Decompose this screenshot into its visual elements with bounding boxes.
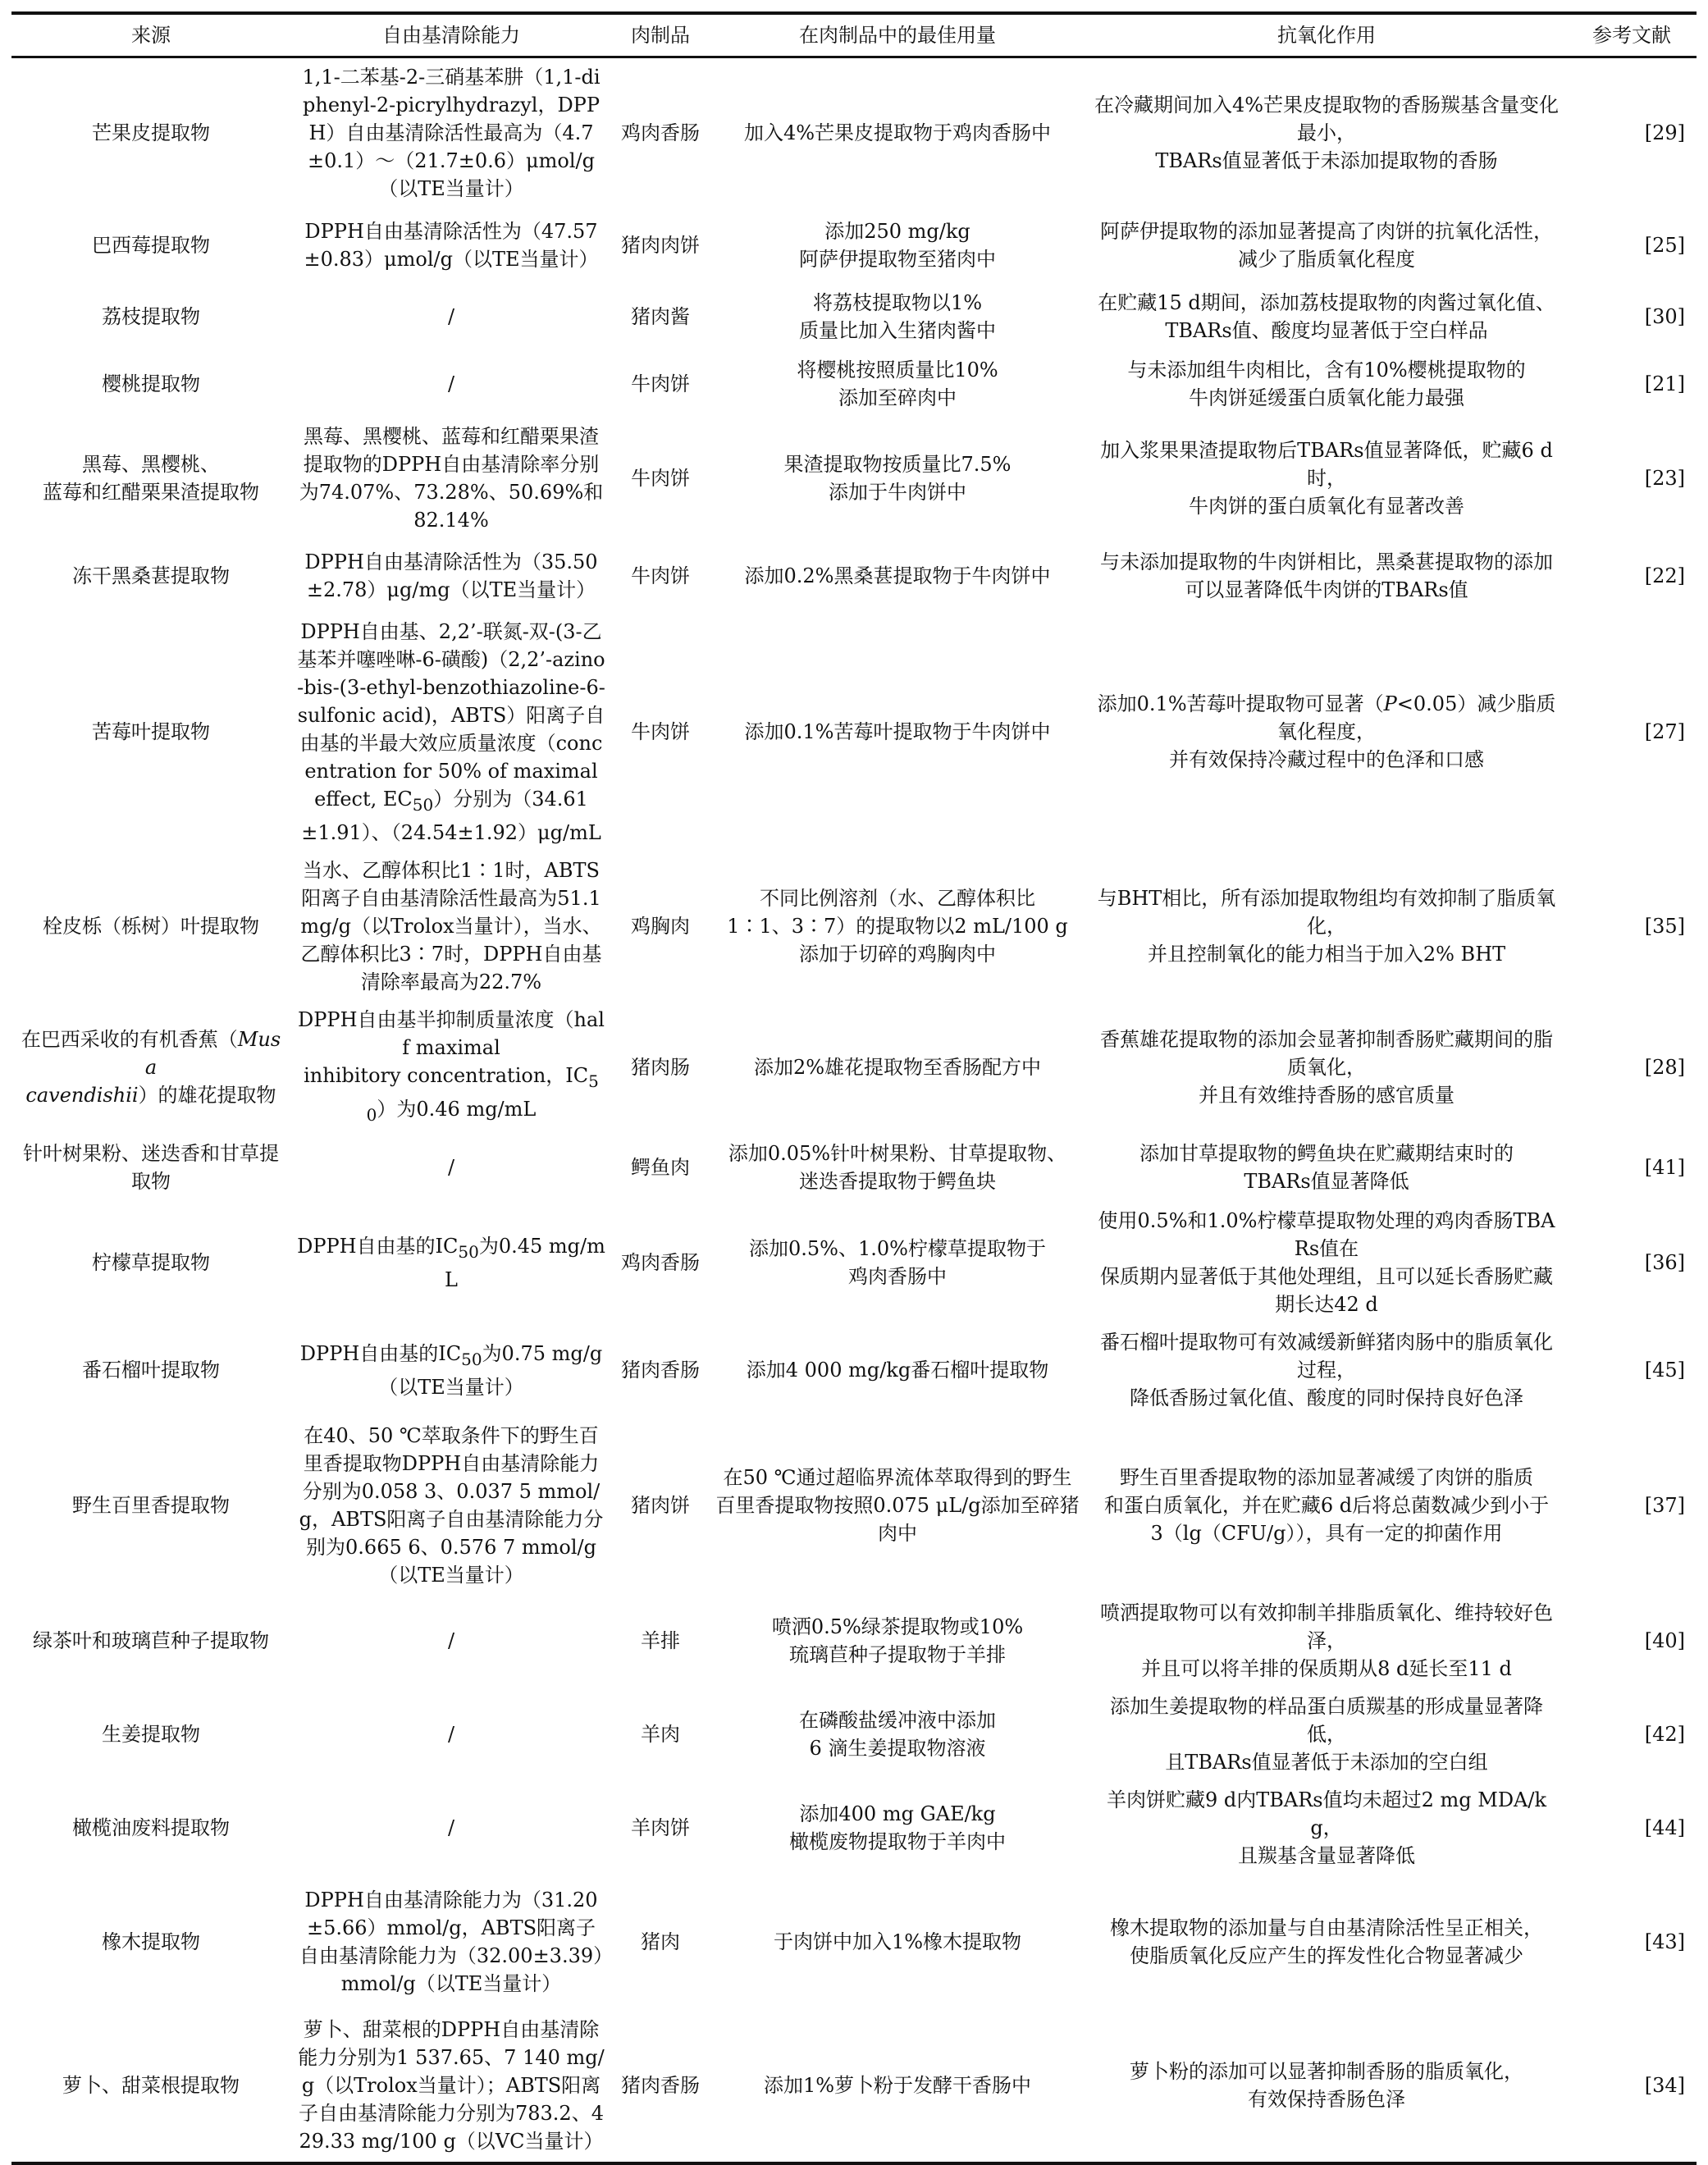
cell-dosage <box>709 1323 1086 1417</box>
cell-scavenging <box>290 1133 612 1202</box>
effect-text: 在贮藏15 d期间，添加荔枝提取物的肉酱过氧化值、 TBARs值、酸度均显著低于空白样品 <box>1098 291 1555 342</box>
table-row <box>11 1323 1697 1417</box>
cell-dosage <box>709 1875 1086 2009</box>
cell-dosage <box>709 350 1086 418</box>
table-row <box>11 208 1697 283</box>
reference-text: [28] <box>1644 1055 1685 1079</box>
dosage-text: 添加400 mg GAE/kg 橄榄废物提取物于羊肉中 <box>789 1802 1006 1854</box>
cell-effect <box>1086 1133 1567 1202</box>
cell-reference <box>1567 1001 1697 1134</box>
column-header-reference: 参考文献 <box>1592 24 1671 47</box>
cell-dosage <box>709 852 1086 1001</box>
table-row <box>11 1417 1697 1594</box>
product-text: 猪肉饼 <box>631 1494 690 1518</box>
cell-source <box>11 208 290 283</box>
cell-product <box>612 350 709 418</box>
cell-source <box>11 2009 290 2163</box>
cell-scavenging <box>290 208 612 283</box>
table-row <box>11 1781 1697 1875</box>
product-text: 猪肉香肠 <box>621 1359 700 1382</box>
effect-text: 添加0.1%苦莓叶提取物可显著（ <box>1097 692 1384 716</box>
cell-reference <box>1567 613 1697 852</box>
cell-effect <box>1086 1417 1567 1594</box>
scavenging-text: / <box>447 1629 455 1653</box>
source-text: 针叶树果粉、迷迭香和甘草提取物 <box>23 1142 279 1194</box>
cell-source <box>11 1202 290 1323</box>
reference-text: [44] <box>1644 1816 1685 1840</box>
cell-effect <box>1086 2009 1567 2163</box>
cell-effect <box>1086 1875 1567 2009</box>
cell-product <box>612 1133 709 1202</box>
reference-text: [21] <box>1644 372 1685 395</box>
cell-effect <box>1086 1323 1567 1417</box>
source-text: 在巴西采收的有机香蕉（ <box>21 1027 238 1051</box>
scavenging-text-end: 为0.75 mg/g （以TE当量计） <box>378 1341 603 1399</box>
source-text: 野生百里香提取物 <box>72 1494 230 1518</box>
cell-scavenging <box>290 1417 612 1594</box>
dosage-text: 将樱桃按照质量比10% 添加至碎肉中 <box>797 359 998 409</box>
table-row <box>11 852 1697 1001</box>
cell-product <box>612 2009 709 2163</box>
effect-text: 番石榴叶提取物可有效减缓新鲜猪肉肠中的脂质氧化过程， 降低香肠过氧化值、酸度的同时保持良好色泽 <box>1100 1331 1553 1410</box>
dosage-text: 在50 ℃通过超临界流体萃取得到的野生百里香提取物按照0.075 μL/g添加至碎猪肉中 <box>715 1466 1080 1546</box>
scavenging-text: / <box>447 1156 455 1180</box>
dosage-text: 添加0.5%、1.0%柠檬草提取物于 鸡肉香肠中 <box>749 1237 1046 1289</box>
table-row <box>11 1875 1697 2009</box>
cell-source <box>11 1688 290 1781</box>
source-text: 番石榴叶提取物 <box>82 1359 220 1382</box>
table-row <box>11 418 1697 539</box>
table-row <box>11 1001 1697 1134</box>
cell-dosage <box>709 539 1086 613</box>
cell-source <box>11 1323 290 1417</box>
cell-reference <box>1567 1417 1697 1594</box>
cell-scavenging <box>290 1688 612 1781</box>
cell-scavenging <box>290 57 612 208</box>
cell-source <box>11 1875 290 2009</box>
column-header-dosage: 在肉制品中的最佳用量 <box>799 24 996 47</box>
subscript-50: 50 <box>458 1241 479 1262</box>
product-text: 羊肉饼 <box>631 1816 690 1840</box>
reference-text: [42] <box>1644 1723 1685 1747</box>
effect-text: 使用0.5%和1.0%柠檬草提取物处理的鸡肉香肠TBARs值在 保质期内显著低于其他处理组，且可以延长香肠贮藏期长达42 d <box>1098 1209 1555 1317</box>
effect-text: 野生百里香提取物的添加显著减缓了肉饼的脂质 和蛋白质氧化，并在贮藏6 d后将总菌数减少到小于 3（lg（CFU/g）），具有一定的抑菌作用 <box>1103 1466 1550 1546</box>
cell-dosage <box>709 1417 1086 1594</box>
cell-reference <box>1567 1133 1697 1202</box>
dosage-text: 喷洒0.5%绿茶提取物或10% 琉璃苣种子提取物于羊排 <box>771 1615 1024 1667</box>
cell-scavenging <box>290 539 612 613</box>
cell-product <box>612 1001 709 1134</box>
table-header-row <box>11 13 1697 57</box>
table-row <box>11 350 1697 418</box>
reference-text: [43] <box>1644 1930 1685 1954</box>
product-text: 鳄鱼肉 <box>631 1156 690 1180</box>
italic-p-value: P <box>1383 692 1397 716</box>
scavenging-text: 当水、乙醇体积比1∶1时，ABTS阳离子自由基清除活性最高为51.1 mg/g（以Trolox当量计），当水、乙醇体积比3∶7时，DPPH自由基清除率最高为22.7% <box>300 858 602 993</box>
cell-scavenging <box>290 1781 612 1875</box>
source-text: 生姜提取物 <box>102 1723 200 1747</box>
source-text: 黑莓、黑樱桃、 蓝莓和红醋栗果渣提取物 <box>43 453 259 504</box>
cell-scavenging <box>290 1202 612 1323</box>
effect-text: 添加生姜提取物的样品蛋白质羰基的形成量显著降低， 且TBARs值显著低于未添加的空白组 <box>1110 1695 1543 1774</box>
cell-product <box>612 613 709 852</box>
cell-effect <box>1086 1781 1567 1875</box>
dosage-text: 添加0.05%针叶树果粉、甘草提取物、 迷迭香提取物于鳄鱼块 <box>728 1142 1067 1194</box>
cell-reference <box>1567 418 1697 539</box>
scavenging-text: DPPH自由基、2,2’-联氮-双-(3-乙基苯并噻唑啉-6-磺酸)（2,2’-azino-bis-(3-ethyl-benzothiazoline-6-sulfonic acid)，ABTS）阳离子自由基的半最大效应质量浓度（concentration for 50% of maximal effect, EC <box>297 620 605 811</box>
source-text: 苦莓叶提取物 <box>92 720 210 744</box>
scavenging-text: 1,1-二苯基-2-三硝基苯肼（1,1-diphenyl-2-picrylhydrazyl，DPPH）自由基清除活性最高为（4.7±0.1）～（21.7±0.6）μmol/g（以TE当量计） <box>302 66 601 200</box>
dosage-text: 果渣提取物按质量比7.5% 添加于牛肉饼中 <box>783 453 1012 504</box>
product-text: 羊排 <box>641 1629 680 1653</box>
cell-source <box>11 539 290 613</box>
source-text: 芒果皮提取物 <box>92 121 210 144</box>
reference-text: [37] <box>1644 1494 1685 1518</box>
cell-reference <box>1567 1323 1697 1417</box>
cell-scavenging <box>290 283 612 350</box>
cell-product <box>612 852 709 1001</box>
reference-text: [40] <box>1644 1629 1685 1653</box>
subscript-50: 50 <box>412 794 434 815</box>
scavenging-text-end: ）为0.46 mg/mL <box>377 1097 537 1121</box>
table-container <box>11 11 1697 2165</box>
reference-text: [29] <box>1644 121 1685 144</box>
cell-product <box>612 57 709 208</box>
dosage-text: 于肉饼中加入1%橡木提取物 <box>773 1930 1022 1954</box>
product-text: 牛肉饼 <box>631 564 690 587</box>
effect-text: 阿萨伊提取物的添加显著提高了肉饼的抗氧化活性， 减少了脂质氧化程度 <box>1100 220 1553 271</box>
cell-scavenging <box>290 350 612 418</box>
cell-reference <box>1567 1875 1697 2009</box>
table-row <box>11 2009 1697 2163</box>
cell-effect <box>1086 283 1567 350</box>
product-text: 鸡胸肉 <box>631 914 690 938</box>
column-header-product: 肉制品 <box>631 24 690 47</box>
product-text: 羊肉 <box>641 1723 680 1747</box>
cell-reference <box>1567 350 1697 418</box>
table-row <box>11 57 1697 208</box>
effect-text: 添加甘草提取物的鳄鱼块在贮藏期结束时的 TBARs值显著降低 <box>1139 1142 1514 1194</box>
cell-product <box>612 1323 709 1417</box>
cell-product <box>612 1594 709 1688</box>
cell-product <box>612 208 709 283</box>
scavenging-text-end: ）分别为（34.61±1.91）、（24.54±1.92）μg/mL <box>301 788 601 844</box>
effect-text: 与BHT相比，所有添加提取物组均有效抑制了脂质氧化， 并且控制氧化的能力相当于加入2% BHT <box>1097 886 1556 966</box>
cell-dosage <box>709 283 1086 350</box>
cell-product <box>612 283 709 350</box>
effect-text: 羊肉饼贮藏9 d内TBARs值均未超过2 mg MDA/kg， 且羰基含量显著降低 <box>1106 1788 1547 1868</box>
cell-product <box>612 1688 709 1781</box>
source-text: 冻干黑桑葚提取物 <box>72 564 230 587</box>
effect-text: 喷洒提取物可以有效抑制羊排脂质氧化、维持较好色泽， 并且可以将羊排的保质期从8 d延长至11 d <box>1100 1601 1553 1681</box>
cell-source <box>11 1594 290 1688</box>
subscript-50: 50 <box>461 1349 482 1369</box>
cell-effect <box>1086 1594 1567 1688</box>
effect-text: 与未添加提取物的牛肉饼相比，黑桑葚提取物的添加 可以显著降低牛肉饼的TBARs值 <box>1100 550 1553 601</box>
source-text: 巴西莓提取物 <box>92 234 210 257</box>
dosage-text: 在磷酸盐缓冲液中添加 6 滴生姜提取物溶液 <box>799 1709 996 1761</box>
cell-effect <box>1086 852 1567 1001</box>
cell-scavenging <box>290 852 612 1001</box>
cell-dosage <box>709 418 1086 539</box>
cell-effect <box>1086 418 1567 539</box>
product-text: 牛肉饼 <box>631 720 690 744</box>
source-text: 柠檬草提取物 <box>92 1251 210 1275</box>
cell-effect <box>1086 1202 1567 1323</box>
effect-text: 在冷藏期间加入4%芒果皮提取物的香肠羰基含量变化最小， TBARs值显著低于未添加提取物的香肠 <box>1094 94 1560 172</box>
reference-text: [23] <box>1644 467 1685 490</box>
cell-source <box>11 1781 290 1875</box>
effect-text: 萝卜粉的添加可以显著抑制香肠的脂质氧化， 有效保持香肠色泽 <box>1130 2060 1523 2112</box>
column-header-effect: 抗氧化作用 <box>1277 24 1376 47</box>
cell-effect <box>1086 1001 1567 1134</box>
table-row <box>11 539 1697 613</box>
cell-effect <box>1086 57 1567 208</box>
cell-scavenging <box>290 1875 612 2009</box>
effect-text: 与未添加组牛肉相比，含有10%樱桃提取物的 牛肉饼延缓蛋白质氧化能力最强 <box>1127 359 1526 409</box>
table-row <box>11 1202 1697 1323</box>
table-row <box>11 1594 1697 1688</box>
source-text: 橡木提取物 <box>102 1930 200 1954</box>
reference-text: [30] <box>1644 305 1685 328</box>
cell-product <box>612 1875 709 2009</box>
cell-dosage <box>709 2009 1086 2163</box>
cell-product <box>612 539 709 613</box>
scavenging-text: / <box>447 305 455 328</box>
source-text: 橄榄油废料提取物 <box>72 1816 230 1840</box>
dosage-text: 加入4%芒果皮提取物于鸡肉香肠中 <box>743 121 1052 144</box>
dosage-text: 不同比例溶剂（水、乙醇体积比 1∶1、3∶7）的提取物以2 mL/100 g 添加于切碎的鸡胸肉中 <box>727 886 1068 966</box>
cell-source <box>11 418 290 539</box>
scavenging-text: DPPH自由基的IC <box>299 1341 462 1365</box>
cell-source <box>11 57 290 208</box>
cell-effect <box>1086 1688 1567 1781</box>
cell-reference <box>1567 208 1697 283</box>
cell-effect <box>1086 613 1567 852</box>
reference-text: [22] <box>1644 564 1685 587</box>
reference-text: [35] <box>1644 914 1685 938</box>
dosage-text: 添加4 000 mg/kg番石榴叶提取物 <box>746 1359 1049 1382</box>
product-text: 猪肉肠 <box>631 1055 690 1079</box>
cell-reference <box>1567 57 1697 208</box>
cell-dosage <box>709 1133 1086 1202</box>
cell-dosage <box>709 1202 1086 1323</box>
effect-text: 橡木提取物的添加量与自由基清除活性呈正相关， 使脂质氧化反应产生的挥发性化合物显著减少 <box>1110 1916 1543 1968</box>
source-text-end: ）的雄花提取物 <box>138 1083 276 1107</box>
product-text: 牛肉饼 <box>631 467 690 490</box>
cell-effect <box>1086 208 1567 283</box>
subscript-50: 50 <box>366 1071 599 1125</box>
antioxidant-extracts-table <box>11 11 1697 2165</box>
cell-source <box>11 852 290 1001</box>
dosage-text: 添加2%雄花提取物至香肠配方中 <box>753 1055 1042 1079</box>
cell-dosage <box>709 1781 1086 1875</box>
cell-scavenging <box>290 2009 612 2163</box>
cell-reference <box>1567 1781 1697 1875</box>
cell-dosage <box>709 1001 1086 1134</box>
cell-product <box>612 1417 709 1594</box>
source-text: 绿茶叶和玻璃苣种子提取物 <box>33 1629 269 1653</box>
effect-text: 香蕉雄花提取物的添加会显著抑制香肠贮藏期间的脂质氧化， 并且有效维持香肠的感官质量 <box>1100 1027 1553 1107</box>
table-row <box>11 283 1697 350</box>
cell-source <box>11 613 290 852</box>
cell-scavenging <box>290 613 612 852</box>
cell-effect <box>1086 539 1567 613</box>
cell-reference <box>1567 539 1697 613</box>
cell-source <box>11 1417 290 1594</box>
scavenging-text: / <box>447 1723 455 1747</box>
cell-reference <box>1567 852 1697 1001</box>
cell-scavenging <box>290 1594 612 1688</box>
scavenging-text: / <box>447 1816 455 1840</box>
source-text: 樱桃提取物 <box>102 372 200 395</box>
scavenging-text: 萝卜、甜菜根的DPPH自由基清除能力分别为1 537.65、7 140 mg/g（以Trolox当量计）；ABTS阳离子自由基清除能力分别为783.2、429.33 mg/100 g（以VC当量计） <box>298 2018 605 2154</box>
scavenging-text: 在40、50 ℃萃取条件下的野生百里香提取物DPPH自由基清除能力分别为0.058 3、0.037 5 mmol/g，ABTS阳离子自由基清除能力分别为0.665 6、0.576 7 mmol/g（以TE当量计） <box>299 1424 604 1587</box>
cell-source <box>11 1133 290 1202</box>
product-text: 猪肉肉饼 <box>621 234 700 257</box>
product-text: 鸡肉香肠 <box>621 121 700 144</box>
product-text: 鸡肉香肠 <box>621 1251 700 1275</box>
table-row <box>11 1133 1697 1202</box>
scavenging-text-end: 为0.45 mg/mL <box>445 1234 605 1291</box>
cell-reference <box>1567 283 1697 350</box>
column-header-source: 来源 <box>131 24 171 47</box>
effect-text: 加入浆果果渣提取物后TBARs值显著降低，贮藏6 d时， 牛肉饼的蛋白质氧化有显著改善 <box>1100 439 1553 518</box>
cell-reference <box>1567 1688 1697 1781</box>
cell-dosage <box>709 1594 1086 1688</box>
table-row <box>11 1688 1697 1781</box>
table-row <box>11 613 1697 852</box>
source-text: 荔枝提取物 <box>102 305 200 328</box>
cell-scavenging <box>290 1323 612 1417</box>
dosage-text: 添加0.1%苦莓叶提取物于牛肉饼中 <box>744 720 1051 744</box>
dosage-text: 添加1%萝卜粉于发酵干香肠中 <box>763 2074 1032 2098</box>
reference-text: [36] <box>1644 1251 1685 1275</box>
cell-dosage <box>709 613 1086 852</box>
scavenging-text: DPPH自由基清除活性为（35.50±2.78）μg/mg（以TE当量计） <box>304 550 598 601</box>
cell-source <box>11 283 290 350</box>
cell-dosage <box>709 1688 1086 1781</box>
cell-scavenging <box>290 418 612 539</box>
scavenging-text: DPPH自由基半抑制质量浓度（half maximal inhibitory concentration，IC <box>298 1007 605 1087</box>
reference-text: [34] <box>1644 2074 1685 2098</box>
product-text: 猪肉香肠 <box>621 2074 700 2098</box>
scavenging-text: 黑莓、黑樱桃、蓝莓和红醋栗果渣提取物的DPPH自由基清除率分别为74.07%、73.28%、50.69%和82.14% <box>299 425 604 532</box>
reference-text: [25] <box>1644 234 1685 257</box>
cell-product <box>612 1202 709 1323</box>
product-text: 猪肉酱 <box>631 305 690 328</box>
source-text: 萝卜、甜菜根提取物 <box>62 2074 240 2098</box>
column-header-scavenging: 自由基清除能力 <box>382 24 520 47</box>
cell-effect <box>1086 350 1567 418</box>
cell-dosage <box>709 208 1086 283</box>
reference-text: [27] <box>1644 720 1685 744</box>
cell-reference <box>1567 1594 1697 1688</box>
cell-product <box>612 1781 709 1875</box>
cell-dosage <box>709 57 1086 208</box>
cell-source <box>11 350 290 418</box>
product-text: 猪肉 <box>641 1930 680 1954</box>
dosage-text: 将荔枝提取物以1% 质量比加入生猪肉酱中 <box>799 291 996 342</box>
cell-product <box>612 418 709 539</box>
cell-source <box>11 1001 290 1134</box>
reference-text: [41] <box>1644 1156 1685 1180</box>
product-text: 牛肉饼 <box>631 372 690 395</box>
effect-text-end: <0.05）减少脂质氧化程度， 并有效保持冷藏过程中的色泽和口感 <box>1169 692 1556 772</box>
dosage-text: 添加250 mg/kg 阿萨伊提取物至猪肉中 <box>799 220 996 271</box>
italic-species-name: Musa cavendishii <box>25 1027 281 1107</box>
dosage-text: 添加0.2%黑桑葚提取物于牛肉饼中 <box>744 564 1051 587</box>
reference-text: [45] <box>1644 1359 1685 1382</box>
scavenging-text: DPPH自由基的IC <box>297 1234 459 1258</box>
cell-scavenging <box>290 1001 612 1134</box>
source-text: 栓皮栎（栎树）叶提取物 <box>43 914 259 938</box>
scavenging-text: / <box>447 372 455 395</box>
scavenging-text: DPPH自由基清除活性为（47.57±0.83）μmol/g（以TE当量计） <box>304 220 599 271</box>
cell-reference <box>1567 2009 1697 2163</box>
cell-reference <box>1567 1202 1697 1323</box>
scavenging-text: DPPH自由基清除能力为（31.20±5.66）mmol/g，ABTS阳离子自由基清除能力为（32.00±3.39）mmol/g（以TE当量计） <box>299 1889 604 1996</box>
